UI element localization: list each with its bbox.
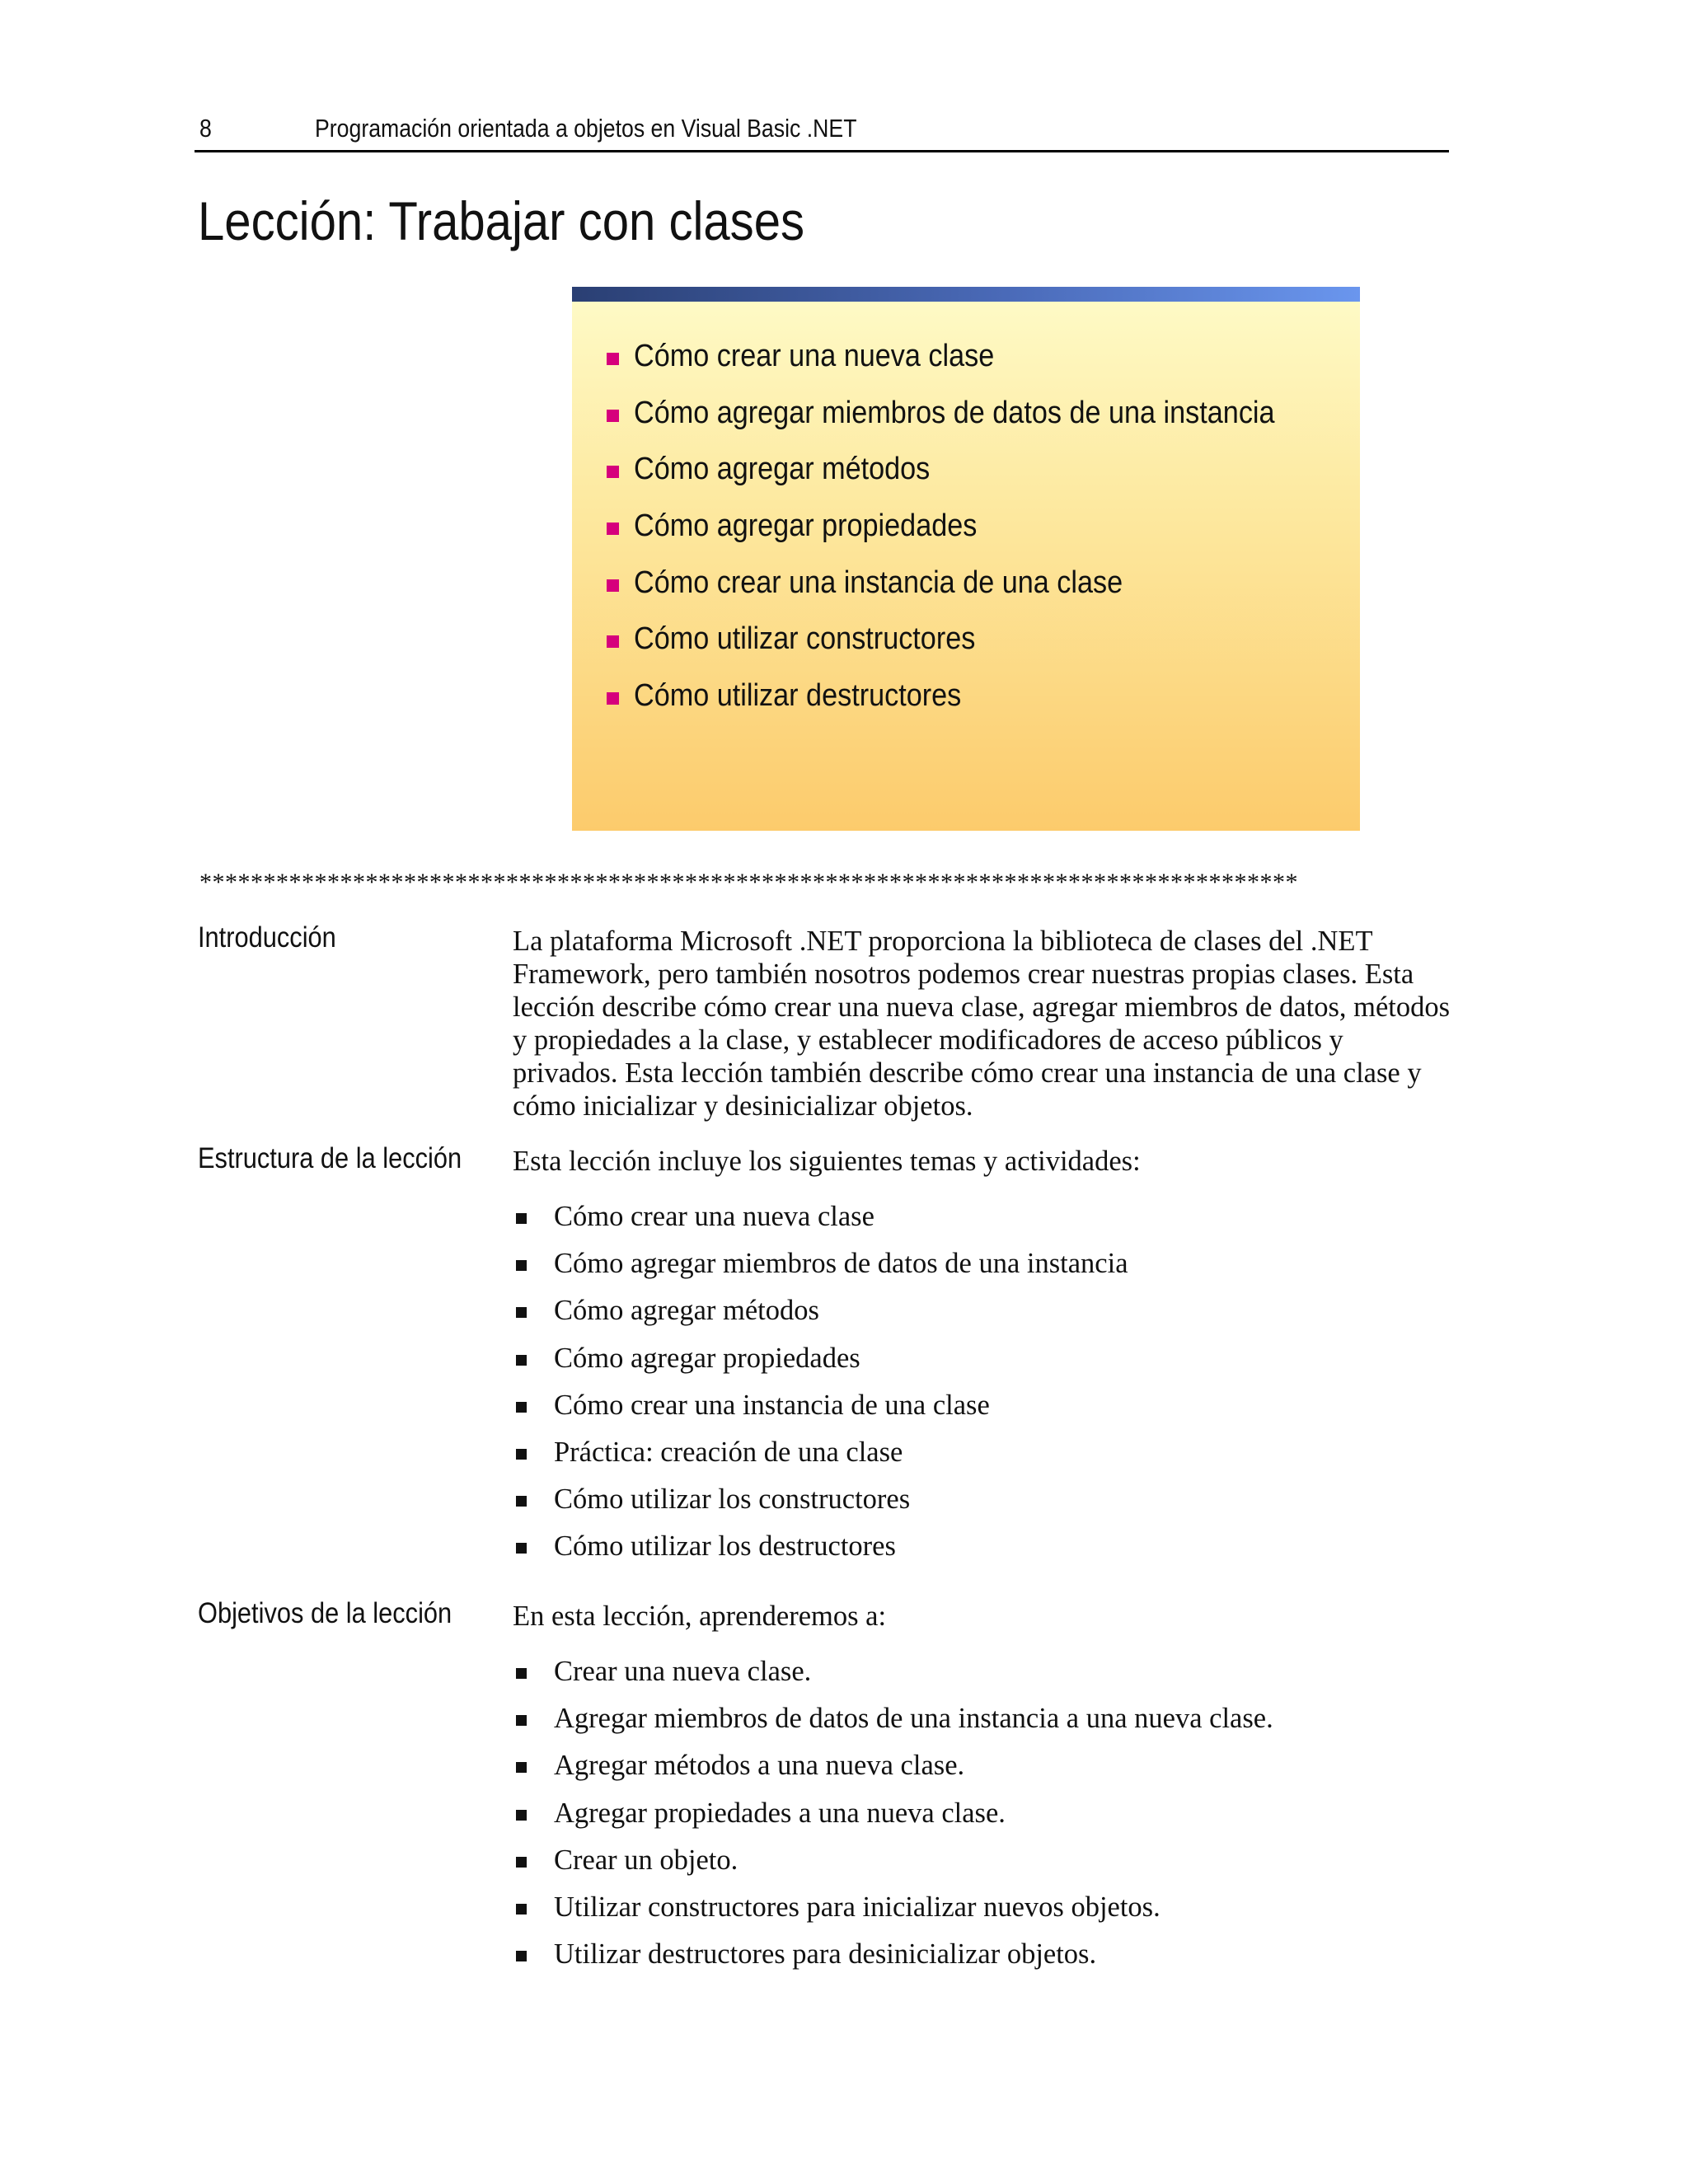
square-bullet-icon (607, 692, 619, 705)
slide-list-item (607, 677, 1346, 734)
square-bullet-icon (516, 1762, 527, 1773)
structure-label: Estructura de la lección (198, 1142, 462, 1174)
list-item-text: Cómo agregar miembros de datos de una instancia (554, 1248, 1128, 1280)
slide-box (572, 287, 1360, 831)
list-item-text: Cómo agregar métodos (554, 1295, 819, 1327)
square-bullet-icon (516, 1904, 527, 1915)
list-item (513, 1655, 1273, 1702)
list-item-text: Agregar propiedades a una nueva clase. (554, 1797, 1006, 1829)
square-bullet-icon (516, 1449, 527, 1460)
slide-item-text: Cómo utilizar destructores (634, 678, 962, 714)
book-title: Programación orientada a objetos en Visual Basic .NET (315, 114, 857, 143)
square-bullet-icon (607, 466, 619, 478)
slide-list-item (607, 621, 1346, 677)
structure-list (513, 1200, 1128, 1577)
structure-intro: Esta lección incluye los siguientes temas y actividades: (513, 1146, 1141, 1177)
introduction-text: La plataforma Microsoft .NET proporciona la biblioteca de clases del .NET Framework, pero también nosotros podemos crear nuestras propias clases. Esta lección describe cómo crear una nueva clase, agregar miembros de datos, métodos y propiedades a la clase, y establecer modificadores de acceso públicos y privados. Esta lección también describe cómo crear una instancia de una clase y cómo inicializar y desinicializar objetos. (513, 926, 1451, 1122)
page-header (195, 110, 1449, 152)
slide-item-text: Cómo agregar propiedades (634, 509, 978, 544)
square-bullet-icon (607, 523, 619, 535)
list-item (513, 1483, 1128, 1530)
slide-bullet-list (607, 338, 1346, 734)
square-bullet-icon (516, 1951, 527, 1961)
slide-list-item (607, 395, 1346, 452)
slide-item-text: Cómo crear una instancia de una clase (634, 565, 1123, 600)
introduction-label: Introducción (198, 921, 336, 954)
slide-list-item (607, 338, 1346, 395)
square-bullet-icon (516, 1260, 527, 1271)
slide-item-text: Cómo crear una nueva clase (634, 339, 995, 373)
slide-title-bar (572, 287, 1360, 302)
square-bullet-icon (516, 1857, 527, 1868)
list-item-text: Crear una nueva clase. (554, 1656, 812, 1687)
square-bullet-icon (516, 1715, 527, 1726)
list-item (513, 1389, 1128, 1436)
objectives-list (513, 1655, 1273, 1985)
list-item-text: Utilizar destructores para desinicializar objetos. (554, 1938, 1097, 1971)
square-bullet-icon (516, 1543, 527, 1554)
list-item (513, 1891, 1273, 1938)
square-bullet-icon (516, 1402, 527, 1413)
list-item (513, 1749, 1273, 1796)
slide-list-item (607, 451, 1346, 508)
square-bullet-icon (516, 1213, 527, 1224)
slide-item-text: Cómo utilizar constructores (634, 621, 976, 657)
square-bullet-icon (607, 410, 619, 422)
list-item (513, 1844, 1273, 1891)
page-number: 8 (199, 114, 212, 143)
list-item-text: Práctica: creación de una clase (554, 1436, 903, 1468)
list-item (513, 1702, 1273, 1749)
list-item (513, 1200, 1128, 1247)
objectives-label: Objetivos de la lección (198, 1597, 452, 1629)
list-item (513, 1938, 1273, 1985)
list-item-text: Cómo agregar propiedades (554, 1342, 860, 1374)
objectives-intro: En esta lección, aprenderemos a: (513, 1601, 887, 1632)
list-item-text: Utilizar constructores para inicializar nuevos objetos. (554, 1891, 1160, 1923)
list-item (513, 1530, 1128, 1577)
list-item (513, 1436, 1128, 1483)
list-item (513, 1294, 1128, 1341)
list-item (513, 1797, 1273, 1844)
list-item (513, 1342, 1128, 1389)
lesson-title: Lección: Trabajar con clases (198, 190, 805, 251)
square-bullet-icon (607, 353, 619, 365)
slide-list-item (607, 508, 1346, 565)
asterisk-separator: ************************************************************************************** (199, 869, 1298, 896)
list-item-text: Cómo utilizar los destructores (554, 1530, 896, 1563)
list-item-text: Cómo utilizar los constructores (554, 1483, 911, 1516)
list-item-text: Crear un objeto. (554, 1844, 738, 1876)
list-item-text: Cómo crear una nueva clase (554, 1201, 874, 1232)
square-bullet-icon (607, 579, 619, 592)
list-item-text: Cómo crear una instancia de una clase (554, 1389, 990, 1421)
square-bullet-icon (516, 1810, 527, 1821)
square-bullet-icon (516, 1307, 527, 1318)
slide-item-text: Cómo agregar miembros de datos de una instancia (634, 395, 1275, 430)
slide-list-item (607, 565, 1346, 621)
slide-item-text: Cómo agregar métodos (634, 452, 931, 487)
square-bullet-icon (607, 635, 619, 648)
square-bullet-icon (516, 1668, 527, 1679)
list-item-text: Agregar miembros de datos de una instancia a una nueva clase. (554, 1703, 1273, 1735)
list-item (513, 1247, 1128, 1294)
square-bullet-icon (516, 1355, 527, 1366)
square-bullet-icon (516, 1496, 527, 1507)
list-item-text: Agregar métodos a una nueva clase. (554, 1750, 965, 1782)
